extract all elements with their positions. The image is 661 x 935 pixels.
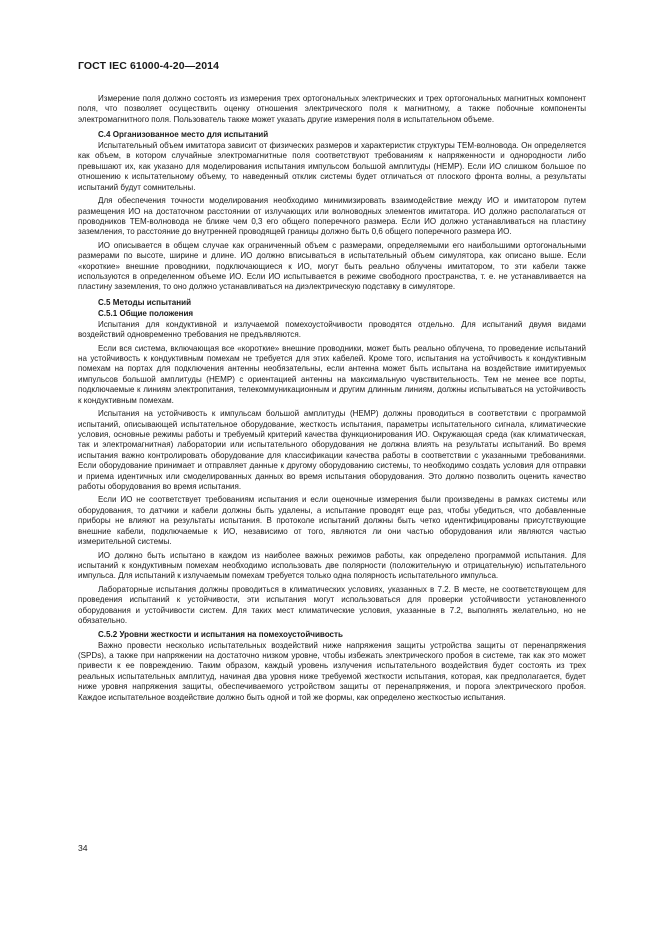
section-heading-c4: С.4 Организованное место для испытаний xyxy=(98,130,269,140)
paragraph: ИО описывается в общем случае как ограниченный объем с размерами, определяемыми его наибольшими ортогональными размерами по высоте, ширине и длине. ИО должно вписываться в испытательный объем симулятора, как описано выше. Если «короткие» внешние проводники, подключающиеся к ИО, могут быть реально облучены имитатором, то эти кабели также используются в определенном объеме ИО. Если ИО испытывается в режиме свободного пространства, т. е. не устанавливается на пластину заземления, то оно должно устанавливаться на диэлектрическую подставку в симуляторе. xyxy=(78,240,586,292)
document-header: ГОСТ IEC 61000-4-20—2014 xyxy=(78,60,220,72)
paragraph: Испытательный объем имитатора зависит от физических размеров и характеристик структуры ТЕМ-волновода. Он определяется как объем, в котором случайные электромагнитные поля соответствуют требованиям к напряженности и однородности либо превышают их, как указано для моделирования испытания импульсом большой амплитуды (HEMP). Если ИО слишком большое по отношению к испытательному объему, то наведенный отклик системы будет отличаться от плоского фронта волны, а результаты испытаний будут сомнительны. xyxy=(78,141,586,192)
subsection-heading-c52: С.5.2 Уровни жесткости и испытания на помехоустойчивость xyxy=(98,629,343,639)
paragraph: Для обеспечения точности моделирования необходимо минимизировать взаимодействие между ИО и имитатором путем размещения ИО на достаточном расстоянии от излучающих или волноводных элементов имитатора. ИО должно располагаться от проводников ТЕМ-волновода не ближе чем 0,3 его общего поперечного размера. Если ИО должно устанавливаться на пластину заземления, то расстояние до внутренней проводящей границы должно быть 0,6 общего поперечного размера ИО. xyxy=(78,196,586,237)
paragraph: Важно провести несколько испытательных воздействий ниже напряжения защиты устройства защиты от перенапряжения (SPDs), а также при напряжении на достаточно низком уровне, чтобы избежать электрического пробоя в системе, так как это может привести к ее повреждению. Таким образом, каждый уровень излучения испытательного воздействия будет состоять из трех реальных испытательных амплитуд, начиная два уровня ниже требуемой жесткости испытания, которая, как предполагается, будет ниже уровня напряжения защиты, обеспечиваемого устройством защиты от перенапряжения, и порога электрического пробоя. Каждое испытательное воздействие должно быть одной и той же формы, как определено жесткостью испытания. xyxy=(78,640,586,702)
subsection-heading-c51: С.5.1 Общие положения xyxy=(98,308,194,318)
paragraph: Испытания для кондуктивной и излучаемой помехоустойчивости проводятся отдельно. Для испытаний двумя видами воздействий одновременно требования не предъявляются. xyxy=(78,319,586,340)
page-content xyxy=(78,94,586,706)
paragraph: Если ИО не соответствует требованиям испытания и если оценочные измерения были произведены в рамках системы или оборудования, то датчики и кабели должны быть удалены, а испытание проводят еще раз, чтобы убедиться, что добавленные приборы не влияют на результаты испытания. В протоколе испытаний должны быть четко идентифицированы присутствующие внешние кабели, подключаемые к ИО, независимо от того, являются ли они частью оборудования или являются частью измерительной системы. xyxy=(78,495,586,547)
paragraph: Если вся система, включающая все «короткие» внешние проводники, может быть реально облучена, то проведение испытаний на устойчивость к кондуктивным помехам не требуется для этих кабелей. Кроме того, испытания на устойчивость к кондуктивным помехам на портах для подключения антенны необязательны, если антенна может быть испытана на воздействие имитируемых импульсов большой амплитуды (HEMP) с ориентацией антенны на максимальную чувствительность. Тем не менее все порты, подключаемые к линиям электропитания, телекоммуникационным и другим длинным линиям, должны испытываться на устойчивость к кондуктивным помехам. xyxy=(78,343,586,405)
paragraph: Лабораторные испытания должны проводиться в климатических условиях, указанных в 7.2. В месте, не соответствующем для проведения испытаний к устойчивости, эти испытания могут использоваться для проверки устойчивости установленного оборудования и устойчивости систем. Для таких мест климатические условия, указанные в 7.2, выполнять желательно, но не обязательно. xyxy=(78,584,586,626)
section-heading-c5: С.5 Методы испытаний xyxy=(98,297,192,307)
paragraph: ИО должно быть испытано в каждом из наиболее важных режимов работы, как определено программой испытания. Для испытаний к кондуктивным помехам необходимо использовать две полярности (положительную и отрицательную) испытательного импульса. Для испытаний к излучаемым помехам требуется только одна полярность испытательного импульса. xyxy=(78,550,586,581)
paragraph: Измерение поля должно состоять из измерения трех ортогональных электрических и трех ортогональных магнитных компонент поля, что позволяет осуществить оценку отношения электрического поля к магнитному, а также побочные компоненты электромагнитного поля. Пользователь также может указать другие измерения поля в испытательном объеме. xyxy=(78,94,586,124)
paragraph: Испытания на устойчивость к импульсам большой амплитуды (HEMP) должны проводиться в соответствии с программой испытаний, описывающей испытательное оборудование, жесткость испытания, параметры испытательного сигнала, климатические условия, основные режимы работы и требуемый критерий качества функционирования ИО. Окружающая среда (как климатическая, так и электромагнитная) лаборатории или испытательного оборудования не должна влиять на результаты испытаний. Во время испытания важно контролировать оборудование для классификации качества работы в соответствии с указанными требованиями. Если оборудование принимает и отправляет данные к другому оборудованию системы, то необходимо создать условия для отправки и приема идентичных или смоделированных данных во время испытания оборудования. Это должно позволить оценить качество работы оборудования во время испытания. xyxy=(78,409,586,491)
page-number: 34 xyxy=(78,843,88,853)
